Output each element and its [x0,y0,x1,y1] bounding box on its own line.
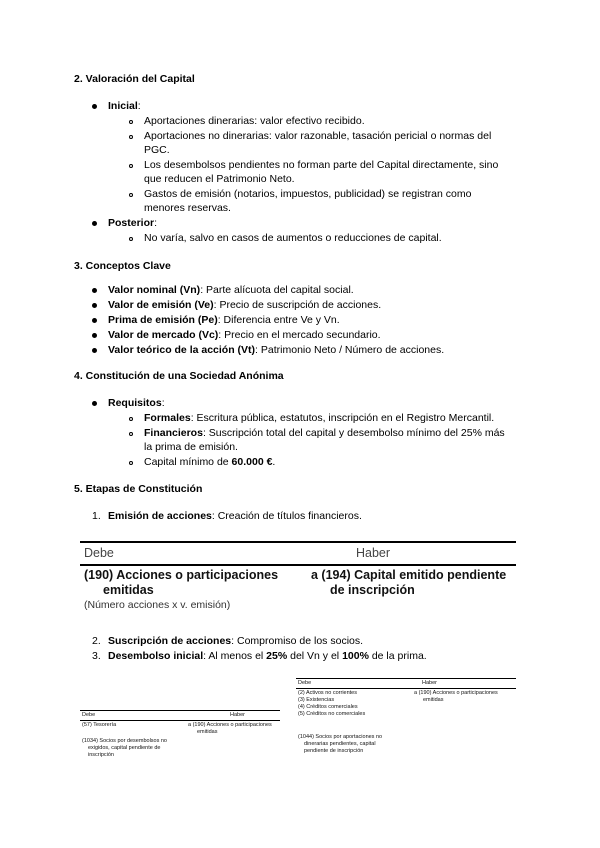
step-number: 3. [92,650,101,662]
inicial-item-2-cont: PGC. [144,144,170,156]
table-header-rule [80,720,280,721]
debe-entry-cont: pendiente de inscripción [304,748,364,754]
bullet-icon [92,303,97,308]
table-top-rule [80,541,516,543]
debe-entry-cont: exigidos, capital pendiente de [88,745,161,751]
concept-item: Valor de mercado (Vc): Precio en el mercado secundario. [108,329,381,341]
inicial-item-2: Aportaciones no dinerarias: valor razonable, tasación pericial o normas del [144,130,492,142]
concept-item: Prima de emisión (Pe): Diferencia entre Ve y Vn. [108,314,340,326]
inicial-item-1: Aportaciones dinerarias: valor efectivo recibido. [144,115,365,127]
table-top-rule [80,710,280,711]
financieros-item: Financieros: Suscripción total del capital y desembolso mínimo del 25% más [144,427,505,439]
haber-entry: a (190) Acciones o participaciones [188,722,272,728]
concept-item: Valor nominal (Vn): Parte alícuota del capital social. [108,284,354,296]
step-number: 1. [92,510,101,522]
inicial-item-3-cont: que reducen el Patrimonio Neto. [144,173,295,185]
section-3-title: 3. Conceptos Clave [74,260,171,272]
debe-entry: (1044) Socios por aportaciones no [298,734,383,740]
table-header-rule [80,564,516,566]
column-haber: Haber [230,712,245,718]
bullet-icon [92,104,97,109]
debe-entry: (2) Activos no corrientes [298,690,357,696]
column-debe: Debe [84,546,114,560]
requisitos-label: Requisitos: [108,397,165,409]
circle-bullet-icon [129,164,133,168]
column-debe: Debe [298,680,312,686]
debe-entry-cont: inscripción [88,752,114,758]
column-haber: Haber [356,546,391,560]
journal-table-desembolso [296,678,516,760]
circle-bullet-icon [129,461,133,465]
debe-entry: (5) Créditos no comerciales [298,711,366,717]
bullet-icon [92,318,97,323]
journal-table-suscripcion [80,710,280,760]
section-2-title: 2. Valoración del Capital [74,73,195,85]
haber-entry-cont: emitidas [423,697,444,703]
circle-bullet-icon [129,432,133,436]
journal-table-emision [80,541,516,613]
debe-entry: (190) Acciones o participaciones emitidas [84,568,279,597]
bullet-icon [92,401,97,406]
posterior-label: Posterior: [108,217,158,229]
formales-item: Formales: Escritura pública, estatutos, inscripción en el Registro Mercantil. [144,412,495,424]
inicial-item-3: Los desembolsos pendientes no forman parte del Capital directamente, sino [144,159,499,171]
circle-bullet-icon [129,417,133,421]
step-3: Desembolso inicial: Al menos el 25% del Vn y el 100% de la prima. [108,650,427,662]
debe-entry-cont: dinerarias pendientes, capital [304,741,376,747]
column-debe: Debe [82,712,96,718]
posterior-item: No varía, salvo en casos de aumentos o reducciones de capital. [144,232,442,244]
circle-bullet-icon [129,135,133,139]
table-header-rule [296,688,516,689]
circle-bullet-icon [129,120,133,124]
step-number: 2. [92,635,101,647]
debe-entry: (4) Créditos comerciales [298,704,358,710]
bullet-icon [92,288,97,293]
financieros-item-cont: la prima de emisión. [144,441,238,453]
haber-entry-cont: emitidas [197,729,218,735]
debe-entry: (1034) Socios por desembolsos no [82,738,167,744]
inicial-item-4: Gastos de emisión (notarios, impuestos, publicidad) se registran como [144,188,472,200]
bullet-icon [92,333,97,338]
debe-entry: (57) Tesorería [82,722,117,728]
section-4-title: 4. Constitución de una Sociedad Anónima [74,370,284,382]
concept-item: Valor de emisión (Ve): Precio de suscripción de acciones. [108,299,382,311]
circle-bullet-icon [129,237,133,241]
inicial-label: Inicial: [108,100,141,112]
haber-entry: a (194) Capital emitido pendiente de inscripción [311,568,507,597]
column-haber: Haber [422,680,437,686]
step-2: Suscripción de acciones: Compromiso de los socios. [108,635,364,647]
table-note: (Número acciones x v. emisión) [84,599,231,611]
table-top-rule [296,678,516,679]
section-5-title: 5. Etapas de Constitución [74,483,203,495]
bullet-icon [92,221,97,226]
bullet-icon [92,348,97,353]
step-1: Emisión de acciones: Creación de títulos financieros. [108,510,362,522]
circle-bullet-icon [129,193,133,197]
inicial-item-4-cont: menores reservas. [144,202,231,214]
concept-item: Valor teórico de la acción (Vt): Patrimonio Neto / Número de acciones. [108,344,445,356]
capital-minimo-item: Capital mínimo de 60.000 €. [144,456,276,468]
haber-entry: a (190) Acciones o participaciones [414,690,498,696]
debe-entry: (3) Existencias [298,697,335,703]
